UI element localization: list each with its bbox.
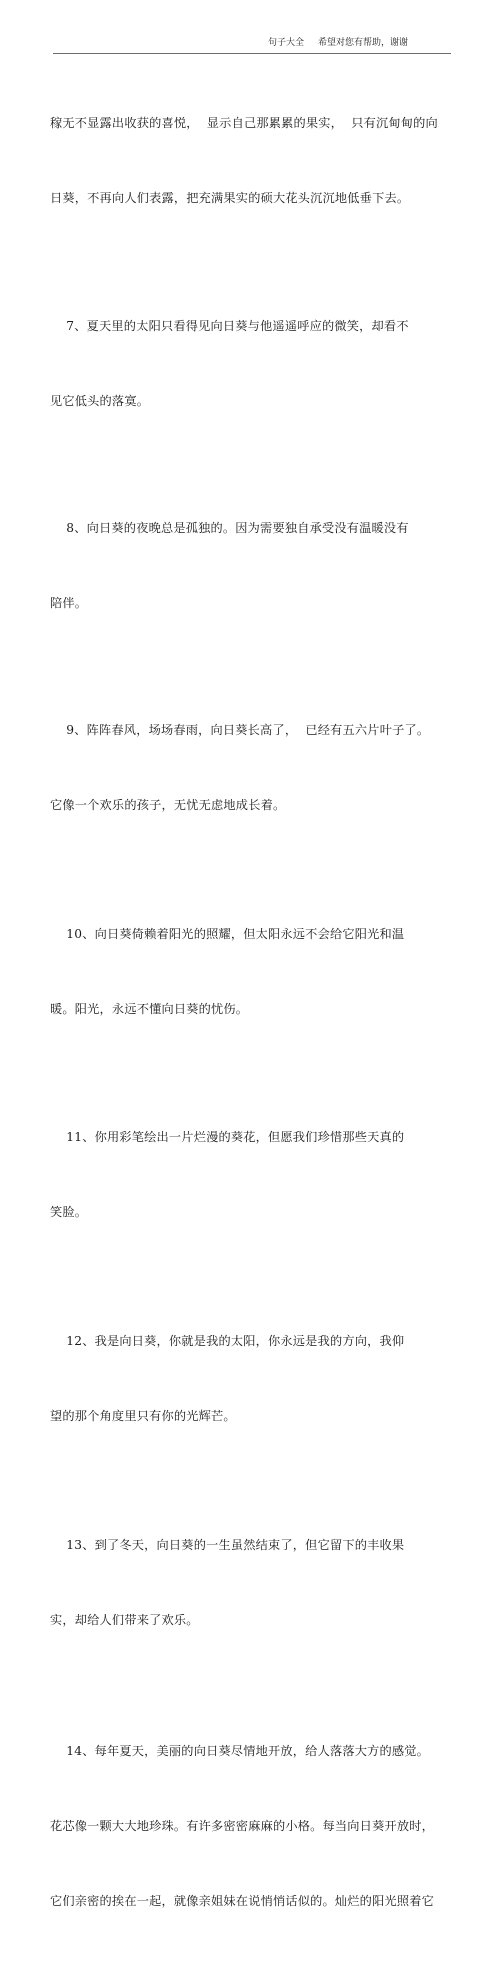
text-line: 见它低头的落寞。 bbox=[50, 394, 150, 408]
text-line: 8、向日葵的夜晚总是孤独的。因为需要独自承受没有温暖没有 bbox=[50, 521, 409, 535]
text-line: 花芯像一颗大大地珍珠。有许多密密麻麻的小格。每当向日葵开放时， bbox=[50, 1819, 435, 1833]
text-line: 实，却给人们带来了欢乐。 bbox=[50, 1613, 199, 1627]
paragraph-12 bbox=[50, 1279, 460, 1479]
page-header bbox=[0, 0, 500, 56]
text-line: 10、向日葵倚赖着阳光的照耀，但太阳永远不会给它阳光和温 bbox=[50, 927, 405, 941]
paragraph-13 bbox=[50, 1483, 460, 1683]
paragraph-7 bbox=[50, 264, 460, 464]
text-line: 稼无不显露出收获的喜悦， 显示自己那累累的果实， 只有沉甸甸的向 bbox=[50, 116, 438, 130]
text-line: 11、你用彩笔绘出一片烂漫的葵花，但愿我们珍惜那些天真的 bbox=[50, 1130, 405, 1144]
text-line: 暖。阳光，永远不懂向日葵的忧伤。 bbox=[50, 1002, 249, 1016]
header-text bbox=[268, 37, 408, 49]
text-line: 它像一个欢乐的孩子，无忧无虑地成长着。 bbox=[50, 798, 286, 812]
text-line: 14、每年夏天，美丽的向日葵尽情地开放，给人落落大方的感觉。 bbox=[50, 1744, 430, 1758]
text-line: 日葵，不再向人们表露，把充满果实的硕大花头沉沉地低垂下去。 bbox=[50, 191, 410, 205]
header-tagline: 希望对您有帮助，谢谢 bbox=[318, 38, 409, 48]
text-line: 12、我是向日葵，你就是我的太阳，你永远是我的方向，我仰 bbox=[50, 1334, 405, 1348]
text-line: 望的那个角度里只有你的光辉芒。 bbox=[50, 1409, 236, 1423]
paragraph-9 bbox=[50, 668, 460, 868]
paragraph-14 bbox=[50, 1689, 460, 1964]
paragraph-continuation bbox=[50, 61, 460, 261]
text-line: 笑脸。 bbox=[50, 1205, 88, 1219]
paragraph-11 bbox=[50, 1075, 460, 1275]
text-line: 它们亲密的挨在一起，就像亲姐妹在说悄悄话似的。灿烂的阳光照着它 bbox=[50, 1894, 435, 1908]
document-body bbox=[50, 61, 460, 1964]
site-name: 句子大全 bbox=[268, 38, 305, 48]
text-line: 7、夏天里的太阳只看得见向日葵与他遥遥呼应的微笑，却看不 bbox=[50, 319, 409, 333]
paragraph-10 bbox=[50, 872, 460, 1072]
paragraph-8 bbox=[50, 466, 460, 666]
text-line: 陪伴。 bbox=[50, 596, 88, 610]
header-divider bbox=[53, 53, 451, 54]
text-line: 9、阵阵春风，场场春雨，向日葵长高了， 已经有五六片叶子了。 bbox=[50, 723, 430, 737]
text-line: 13、到了冬天，向日葵的一生虽然结束了，但它留下的丰收果 bbox=[50, 1538, 405, 1552]
